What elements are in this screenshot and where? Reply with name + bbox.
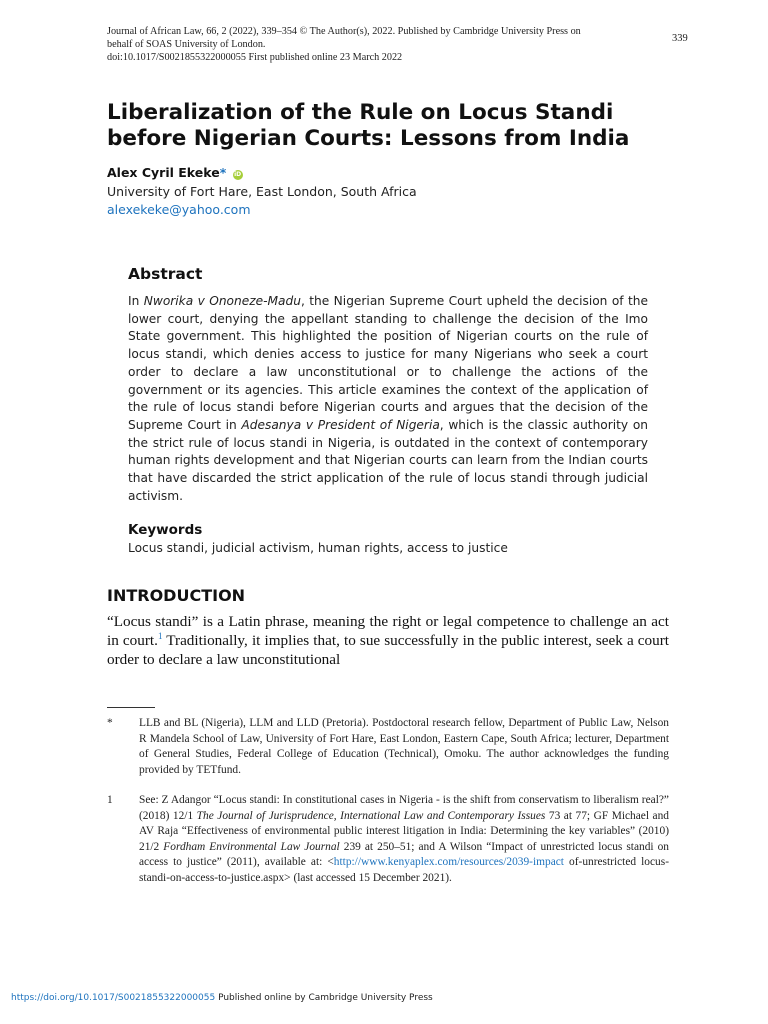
header-line-3: doi:10.1017/S0021855322000055 First published online 23 March 2022 [107,52,403,63]
intro-text-after: Traditionally, it implies that, to sue successfully in the public interest, seek a court order to declare a law unconstitutional [107,632,669,668]
header-line-1: Journal of African Law, 66, 2 (2022), 339–354 © The Author(s), 2022. Published by Cambridge University Press on [107,26,581,37]
fn1-part-b: 73 at 77; GF Michael and AV Raja “Effectiveness of environmental public interest litigation in India: Determining the key variables” (2010) 21/2 [139,809,669,853]
header-line-2: behalf of SOAS University of London. [107,39,266,50]
footnote-1-mark: 1 [107,794,113,806]
introduction-paragraph [107,612,669,669]
abstract-body [128,293,648,505]
footnote-ref-1[interactable]: 1 [157,631,163,641]
author-line [107,165,243,180]
orcid-icon[interactable]: iD [234,171,242,178]
abstract-text-end: , which is the classic authority on the strict rule of locus standi in Nigeria, is outdated in the context of contemporary human rights development and that Nigerian courts can learn from the Indian courts that have discarded the strict application of the rule of locus standi through judicial activism. [128,417,648,503]
doi-link[interactable]: https://doi.org/10.1017/S0021855322000055 [11,993,216,1003]
fn1-journal-1: The Journal of Jurisprudence, International Law and Contemporary Issues [196,809,546,822]
article-title [107,100,687,152]
keywords-list: Locus standi, judicial activism, human rights, access to justice [128,541,508,555]
footer-published: Published online by Cambridge University Press [215,993,433,1003]
abstract-text-start: In [128,294,144,308]
author-email-link[interactable]: alexekeke@yahoo.com [107,202,251,217]
abstract-case-2: Adesanya v President of Nigeria [241,417,440,432]
footnote-star-mark: * [107,717,113,729]
journal-header [107,25,667,64]
abstract-text-mid: , the Nigerian Supreme Court upheld the decision of the lower court, denying the appellant standing to challenge the decision of the Imo State government. This highlighted the position of Nigerian courts on the rule of locus standi, which denies access to justice for many Nigerians who seek a court order to declare a law unconstitutional or to challenge the actions of the government or its agencies. This article examines the context of the application of the rule of locus standi before Nigerian courts and argues that the decision of the Supreme Court in [128,294,648,432]
footnote-1-text [139,793,669,886]
fn1-resource-link[interactable]: http://www.kenyaplex.com/resources/2039-impact [333,856,564,868]
title-line-1: Liberalization of the Rule on Locus Standi [107,100,614,125]
author-affiliation: University of Fort Hare, East London, South Africa [107,184,417,199]
intro-text-before: “Locus standi” is a Latin phrase, meaning the right or legal competence to challenge an act in court. [107,613,669,649]
title-line-2: before Nigerian Courts: Lessons from India [107,126,630,151]
keywords-heading: Keywords [128,522,203,538]
author-name[interactable]: Alex Cyril Ekeke [107,165,220,180]
footnote-divider [107,707,155,708]
fn1-part-c: 239 at 250–51; and A Wilson “Impact of unrestricted locus standi on access to justice” (2011), available at: < [139,840,669,868]
page-footer [11,993,433,1003]
introduction-heading: INTRODUCTION [107,586,246,605]
fn1-part-d: of-unrestricted locus-standi-on-access-to-justice.aspx> (last accessed 15 December 2021). [139,856,669,884]
fn1-part-a: See: Z Adangor “Locus standi: In constitutional cases in Nigeria - is the shift from conservatism to liberalism real?” (2018) 12/1 [139,794,669,822]
fn1-journal-2: Fordham Environmental Law Journal [163,840,340,853]
footnote-star-text: LLB and BL (Nigeria), LLM and LLD (Pretoria). Postdoctoral research fellow, Department of Public Law, Nelson R Mandela School of Law, University of Fort Hare, East London, Eastern Cape, South Africa; lecturer, Department of General Studies, Federal College of Education (Technical), Omoku. The author acknowledges the funding provided by TETfund. [139,717,669,776]
page-number: 339 [672,33,688,44]
abstract-heading: Abstract [128,265,203,283]
author-footnote-mark[interactable]: * [219,165,227,180]
abstract-case-1: Nworika v Ononeze-Madu [143,294,301,308]
